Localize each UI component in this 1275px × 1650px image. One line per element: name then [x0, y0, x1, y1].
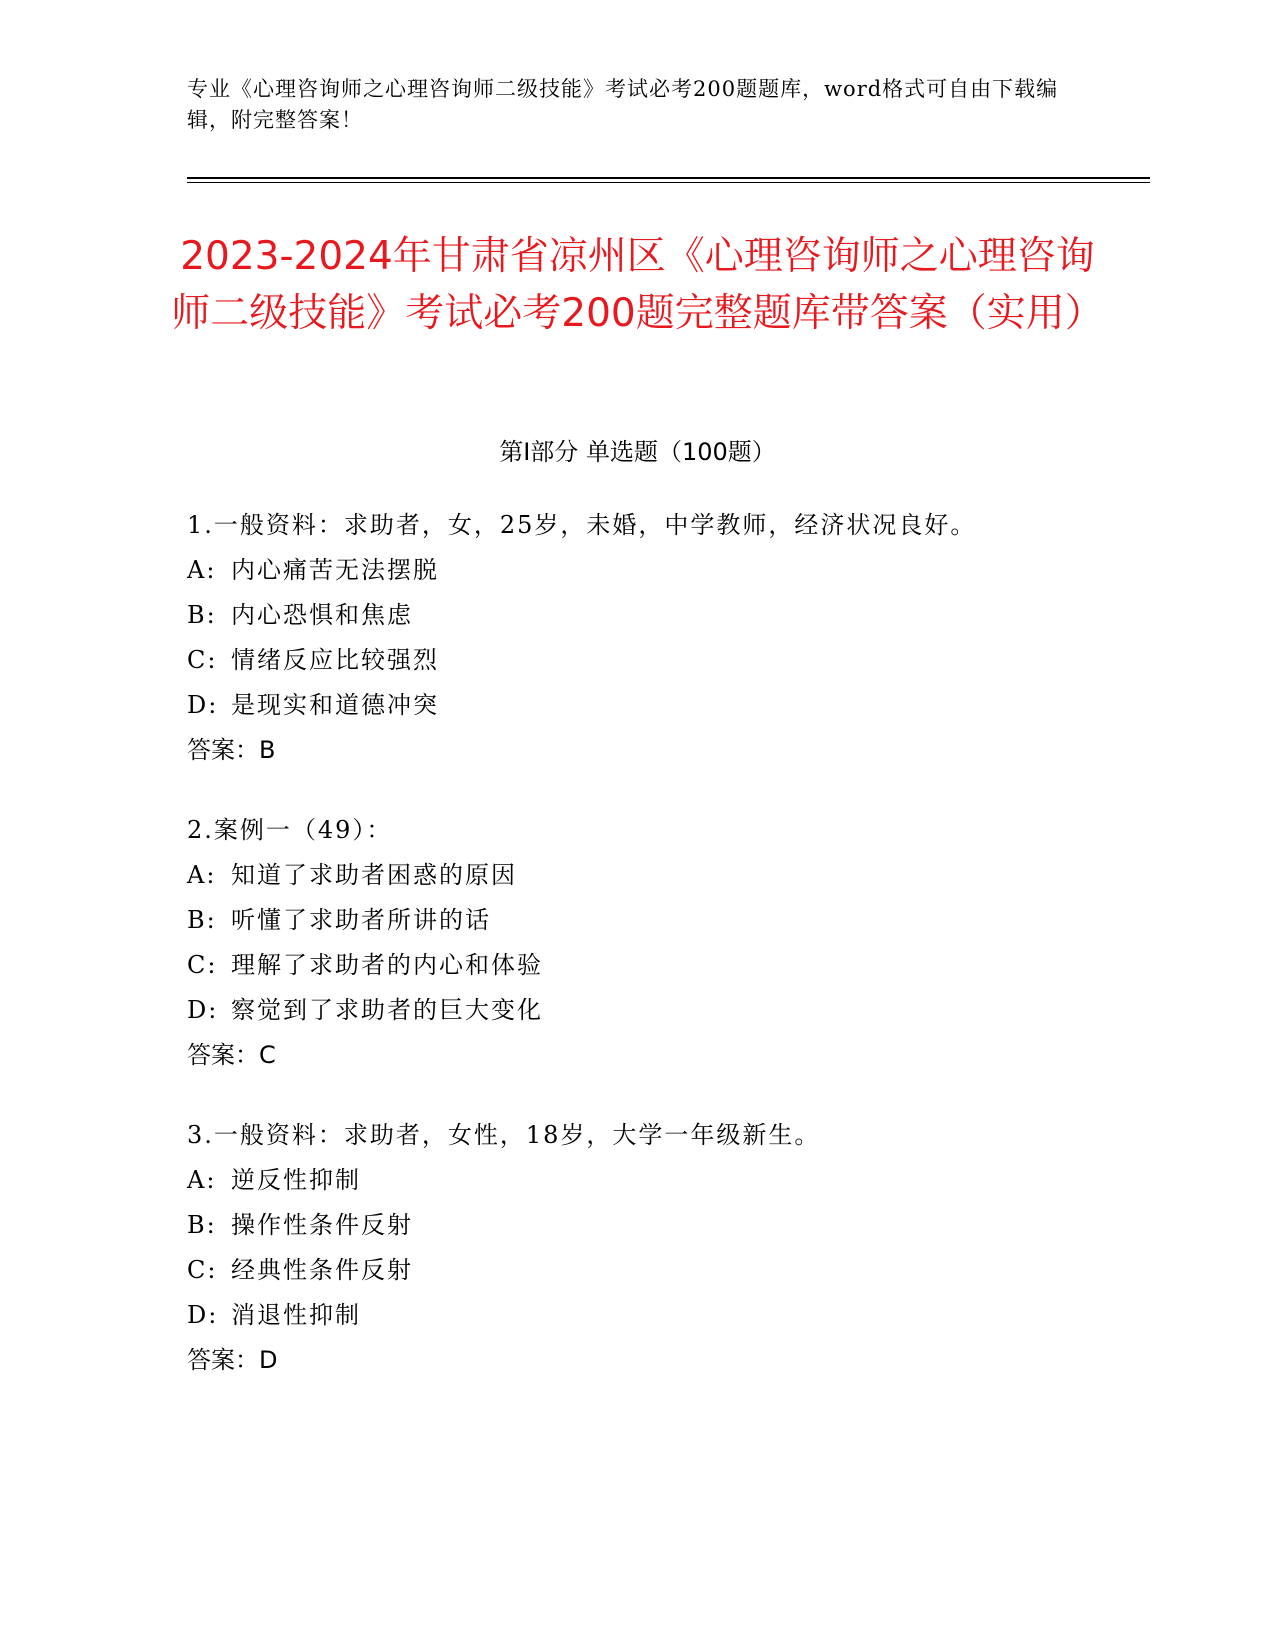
- header-note: 专业《心理咨询师之心理咨询师二级技能》考试必考200题题库，word格式可自由下载编辑，附完整答案！: [187, 77, 1059, 132]
- option-text: 听懂了求助者所讲的话: [231, 906, 491, 934]
- option-key: A:: [187, 556, 217, 584]
- option-key: C:: [187, 951, 218, 979]
- header-divider-thick: [187, 177, 1150, 179]
- option-c: [187, 943, 1087, 988]
- option-text: 操作性条件反射: [231, 1211, 413, 1239]
- option-c: [187, 1248, 1087, 1293]
- option-c: [187, 638, 1087, 683]
- option-key: D:: [187, 691, 219, 719]
- option-text: 理解了求助者的内心和体验: [231, 951, 543, 979]
- option-d: [187, 683, 1087, 728]
- question-3: [187, 1113, 1087, 1383]
- option-text: 逆反性抑制: [231, 1166, 361, 1194]
- option-a: [187, 853, 1087, 898]
- question-stem: 3.一般资料：求助者，女性，18岁，大学一年级新生。: [187, 1121, 821, 1149]
- option-key: B:: [187, 601, 217, 629]
- option-text: 内心恐惧和焦虑: [231, 601, 413, 629]
- section-title: 第Ⅰ部分 单选题（100题）: [499, 438, 776, 466]
- answer-line: 答案：B: [187, 736, 276, 764]
- option-key: C:: [187, 646, 218, 674]
- option-text: 知道了求助者困惑的原因: [231, 861, 517, 889]
- option-key: D:: [187, 1301, 219, 1329]
- option-b: [187, 593, 1087, 638]
- option-a: [187, 548, 1087, 593]
- answer-line: 答案：C: [187, 1041, 276, 1069]
- option-text: 情绪反应比较强烈: [231, 646, 439, 674]
- option-key: B:: [187, 1211, 217, 1239]
- option-text: 内心痛苦无法摆脱: [231, 556, 439, 584]
- document-title: 2023-2024年甘肃省凉州区《心理咨询师之心理咨询师二级技能》考试必考200题完整题库带答案（实用）: [171, 234, 1104, 336]
- option-text: 经典性条件反射: [231, 1256, 413, 1284]
- option-text: 消退性抑制: [231, 1301, 361, 1329]
- option-b: [187, 898, 1087, 943]
- option-text: 是现实和道德冲突: [231, 691, 439, 719]
- option-key: C:: [187, 1256, 218, 1284]
- answer-line: 答案：D: [187, 1346, 278, 1374]
- question-2: [187, 808, 1087, 1078]
- option-d: [187, 1293, 1087, 1338]
- header-divider-thin: [187, 182, 1150, 183]
- option-d: [187, 988, 1087, 1033]
- option-b: [187, 1203, 1087, 1248]
- option-key: B:: [187, 906, 217, 934]
- question-1: [187, 503, 1087, 773]
- option-key: D:: [187, 996, 219, 1024]
- question-stem: 2.案例一（49）：: [187, 816, 393, 844]
- question-stem: 1.一般资料：求助者，女，25岁，未婚，中学教师，经济状况良好。: [187, 511, 977, 539]
- option-key: A:: [187, 1166, 217, 1194]
- option-a: [187, 1158, 1087, 1203]
- option-text: 察觉到了求助者的巨大变化: [231, 996, 543, 1024]
- option-key: A:: [187, 861, 217, 889]
